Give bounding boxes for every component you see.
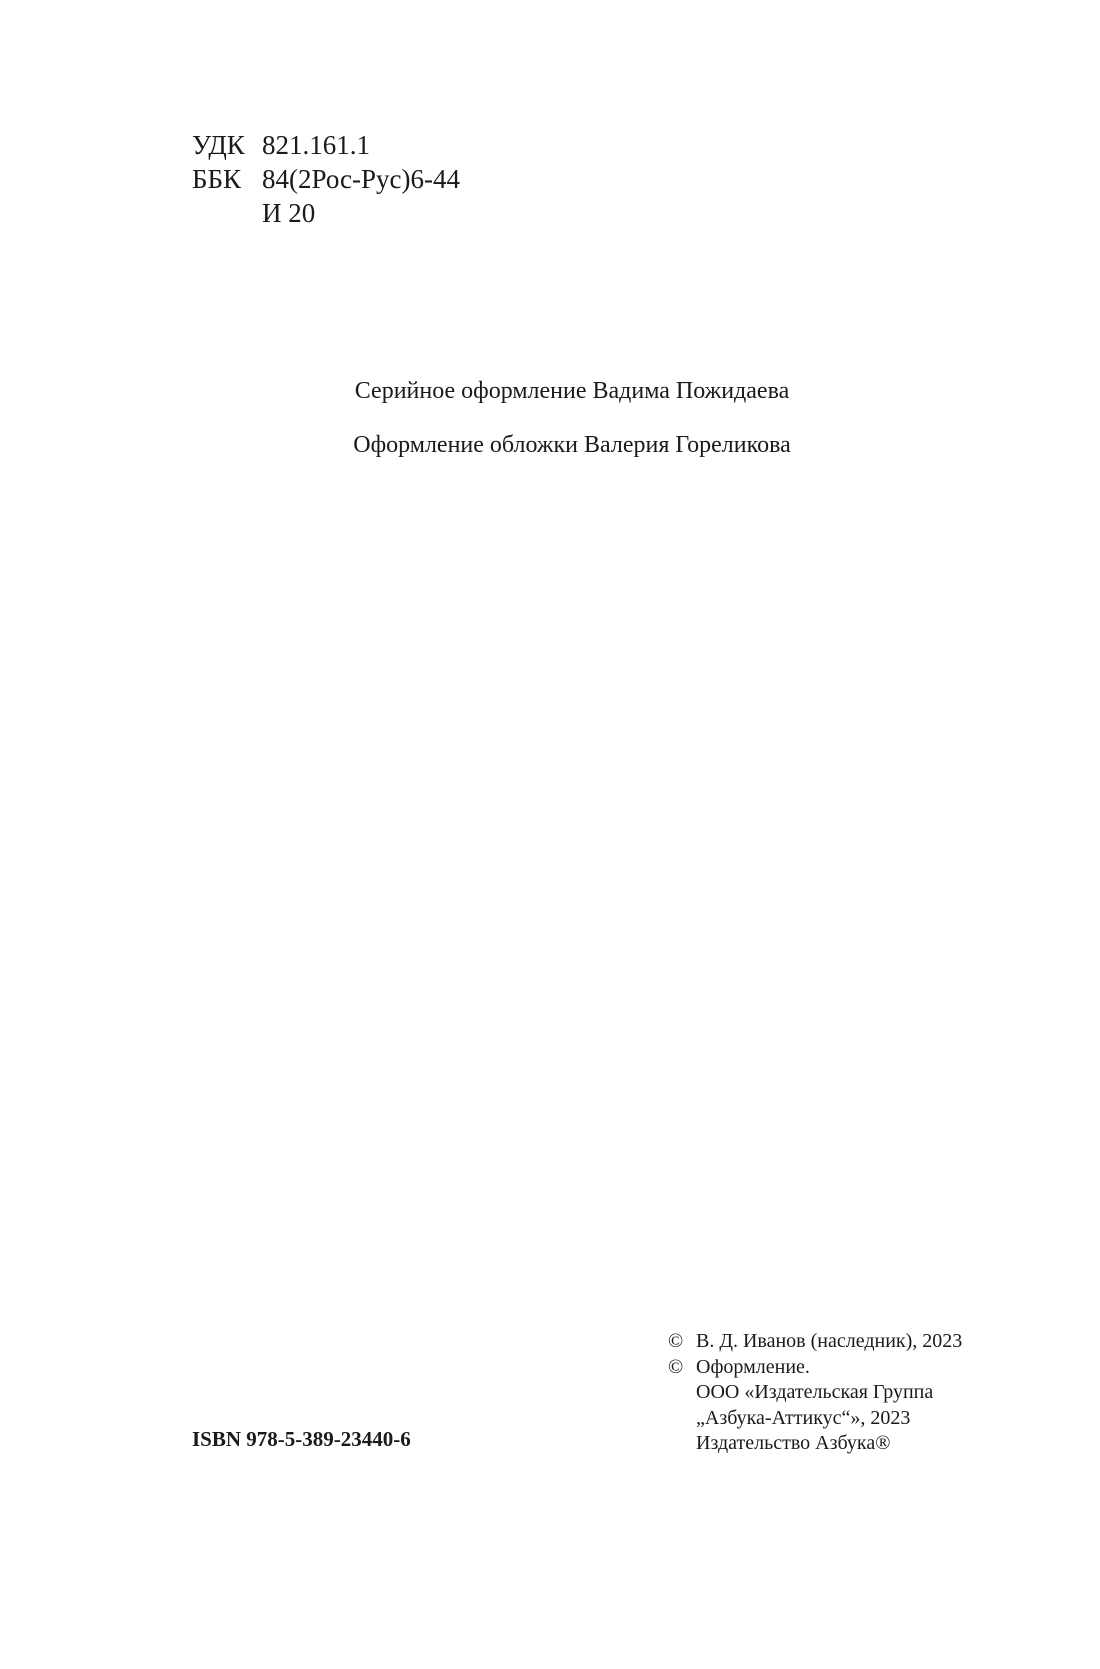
author-sign-row xyxy=(192,196,460,230)
copyright-symbol: © xyxy=(668,1330,684,1352)
copyright-imprint: Издательство Азбука® xyxy=(696,1432,891,1454)
copyright-symbol: © xyxy=(668,1355,684,1378)
copyright-design: Оформление. xyxy=(696,1355,810,1378)
cover-design-credit: Оформление обложки Валерия Гореликова xyxy=(353,432,791,458)
bbk-value: 84(2Рос-Рус)6-44 xyxy=(262,164,460,194)
copyright-row-design xyxy=(668,1355,962,1381)
isbn: ISBN 978-5-389-23440-6 xyxy=(192,1427,411,1451)
copyright-publisher-line: ООО «Издательская Группа xyxy=(696,1381,934,1403)
bbk-label: ББК xyxy=(192,164,242,194)
bbk-row xyxy=(192,162,460,196)
udk-row xyxy=(192,128,460,162)
copyright-row-author xyxy=(668,1329,962,1355)
copyright-author: В. Д. Иванов (наследник), 2023 xyxy=(696,1330,963,1352)
udk-value: 821.161.1 xyxy=(262,130,370,160)
classification-block xyxy=(192,128,460,230)
copyright-block xyxy=(668,1329,962,1457)
design-credits xyxy=(0,375,1100,483)
series-design-credit: Серийное оформление Вадима Пожидаева xyxy=(354,378,790,404)
author-sign: И 20 xyxy=(262,198,316,228)
udk-label: УДК xyxy=(192,130,245,160)
copyright-publisher-line: „Азбука-Аттикус“», 2023 xyxy=(696,1406,911,1429)
